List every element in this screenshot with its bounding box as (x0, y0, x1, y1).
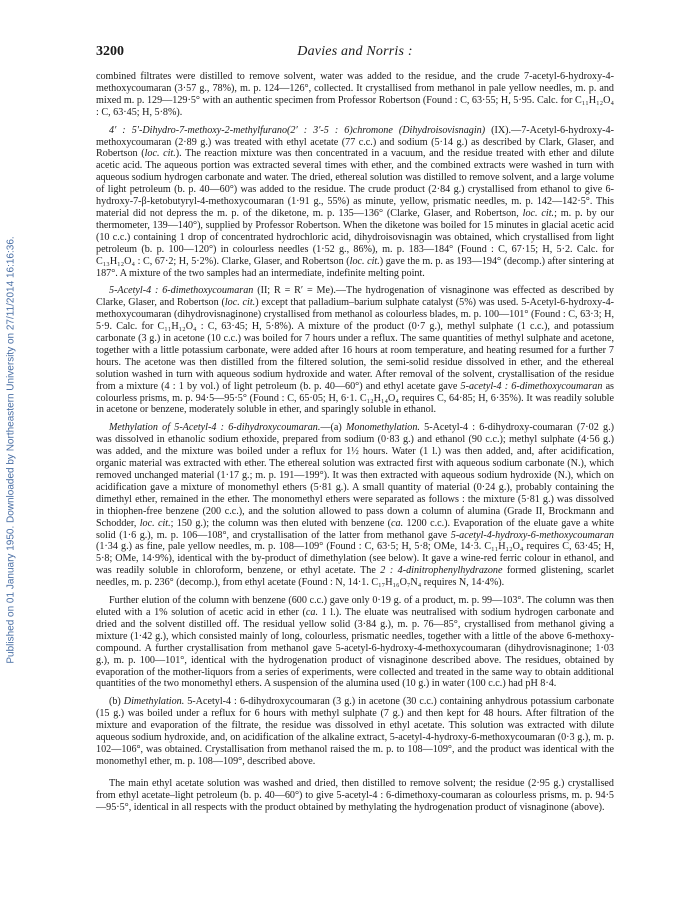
italic-text: loc. cit. (522, 207, 555, 219)
text-run: (1·34 g.) as fine, pale yellow needles, m. p. 108—109° (Found : C, 63·5; H, 5·8; OMe, 14·3. C₁₁H₁₂O₄ requires C, 63·45; H, 5·8; OMe, 14·9%), identical with the by-product of dimethylation (see below). It gave a wine-red ferric colour in ethanol, and was readily soluble in chloroform, benzene, or ethyl acetate. The (96, 541, 614, 577)
paragraph (96, 71, 614, 119)
text-run: 1 l.). The eluate was neutralised with sodium hydrogen carbonate and dried and the solvent distilled off. The residual yellow solid (3·84 g.), m. p. 76—85°, crystallised from methanol giving a mixture (1·42 g.), which consisted mainly of long, colourless, prismatic needles, together with a little of the above 6-methoxy-compound. A further crystallisation from methanol gave 5-acetyl-6-hydroxy-4-methoxycoumaran (dihydrovisnaginone; 1·03 g.), m. p. 100—101°, identical with the hydrogenation product of visnaginone described above. The residues, obtained by evaporation of the mother-liquors from a series of experiments, were collected and treated in the same way to obtain additional quantities of the two monomethyl ethers. A suspension of the alumina used (10 g.) in water (100 c.c.) had pH 8·4. (96, 606, 614, 690)
italic-text: Methylation of 5-Acetyl-4 : 6-dihydroxycoumaran. (109, 422, 321, 434)
italic-text: loc. cit. (139, 517, 171, 529)
italic-text: Monomethylation. (345, 422, 420, 434)
text-run: 1200 c.c.). Evaporation of the eluate gave a white solid (1·6 g.), m. p. 106—108°, and crystallisation of the latter from methanol gave (96, 517, 614, 541)
text-run: combined filtrates were distilled to remove solvent, water was added to the residue, and the crude 7-acetyl-6-hydroxy-4-methoxycoumaran (3·57 g., 78%), m. p. 124—126°, collected. It crystallised from methanol in pale yellow needles, m. p. and mixed m. p. 129—129·5° with an authentic specimen from Professor Robertson (Found : C, 63·55; H, 5·95. Calc. for C₁₁H₁₂O₄ : C, 63·45; H, 5·8%). (96, 71, 614, 118)
paragraph (96, 696, 614, 767)
text-run: formed glistening, scarlet needles, m. p. 236° (decomp.), from ethyl acetate (Found : N, 14·1. C₁₇H₁₆O₇N₄ requires N, 14·4%). (96, 565, 614, 589)
italic-text: 5-acetyl-4-hydroxy-6-methoxycoumaran (450, 529, 614, 541)
italic-text: Dimethylation. (123, 696, 185, 708)
side-note-text: Published on 01 January 1950. Downloaded by Northeastern University on 27/11/2014 16:16:36. (5, 236, 17, 664)
text-run: 5-Acetyl-4 : 6-dihydroxy-coumaran (7·02 g.) was dissolved in ethanolic sodium ethoxide, prepared from sodium (0·83 g.) and ethanol (90 c.c.); methyl sulphate (4·56 g.) was added, and the mixture was boiled under a reflux for 1½ hours. Water (1 l.) was then added, and, after acidification, organic material was extracted with ether. The ethereal solution was extracted first with aqueous sodium carbonate (N.), which removed unchanged material (1·17 g.; m. p. 191—199°). It was then extracted with aqueous sodium hydroxide (N.), which on acidification gave a mixture of monomethyl ethers (5·81 g.). A small quantity of material (0·24 g.), probably containing the dimethyl ether, remained in the ether. The monomethyl ethers were separated as follows : the mixture (5·81 g.) was dissolved in thiophen-free benzene (200 c.c.), and the solution allowed to pass down a column of alumina (Grade II, Brockmann and Schodder, (96, 422, 614, 529)
italic-text: 5-Acetyl-4 : 6-dimethoxycoumaran (109, 285, 254, 297)
download-side-note (4, 150, 18, 750)
paragraph (96, 778, 614, 814)
paragraph (96, 125, 614, 280)
italic-text: loc. cit. (349, 255, 380, 267)
text-run: —(a) (320, 422, 346, 434)
text-run: 5-Acetyl-4 : 6-dihydroxycoumaran (3 g.) in acetone (30 c.c.) containing anhydrous potassium carbonate (15 g.) was boiled under a reflux for 6 hours with methyl sulphate (7 g.) and then kept for 48 hours. After filtration of the mixture and evaporation of the filtrate, the residue was dissolved in ethyl acetate. This solution was extracted with dilute aqueous sodium hydroxide, and, on acidification of the alkaline extract, 5-acetyl-4-hydroxy-6-methoxycoumaran (0·3 g.), m. p. 102—106°, was obtained. Crystallisation from methanol raised the m. p. to 108—109°, and the product was identical with the monomethyl ether, m. p. 108—109°, described above. (96, 696, 614, 767)
text-run: ; 150 g.); the column was then eluted with benzene ( (170, 517, 392, 529)
italic-text: loc. cit. (224, 297, 256, 309)
article-body (96, 71, 614, 819)
italic-text: 5-acetyl-4 : 6-dimethoxycoumaran (460, 380, 603, 392)
italic-text: ca. (391, 517, 404, 529)
italic-text: ca. (305, 606, 318, 618)
running-head: Davies and Norris : (297, 44, 413, 59)
italic-text: 2 : 4-dinitrophenylhydrazone (380, 565, 503, 577)
text-run: as colourless prisms, m. p. 94·5—95·5° (Found : C, 65·05; H, 6·1. C₁₂H₁₄O₄ requires C, 64·85; H, 6·35%). It was readily soluble in acetone or benzene, moderately soluble in ether, and sparingly soluble in ethanol. (96, 380, 614, 416)
italic-text: 4′ : 5′-Dihydro-7-methoxy-2-methylfurano(2′ : 3′-5 : 6)chromone (Dihydroisovisnagin) (109, 124, 486, 136)
text-run: ; m. p. by our thermometer, 139—140°), supplied by Professor Robertson. When the diketone was boiled for 15 minutes in glacial acetic acid (10 c.c.) containing 1 drop of concentrated hydrochloric acid, dihydroisovisnagin was obtained, which crystallised from light petroleum (b. p. 100—120°) in colourless needles (1·52 g., 86%), m. p. 183—184° (Found : C, 67·15; H, 5·2. Calc. for C₁₃H₁₂O₄ : C, 67·2; H, 5·2%). Clarke, Glaser, and Robertson ( (96, 207, 614, 267)
text-run: (IX).—7-Acetyl-6-hydroxy-4-methoxycoumaran (2·89 g.) was treated with ethyl acetate (77 c.c.) and sodium (5·14 g.) as described by Clark, Glaser, and Robertson ( (96, 124, 614, 160)
text-run: The main ethyl acetate solution was washed and dried, then distilled to remove solvent; the residue (2·95 g.) crystallised from ethyl acetate–light petroleum (b. p. 40—60°) to give 5-acetyl-4 : 6-dimethoxy-coumaran as colourless prisms, m. p. 94·5—95·5°, identical in all respects with the product obtained by methylating the hydrogenation product of visnaginone (above). (96, 777, 614, 813)
text-run: ) except that palladium–barium sulphate catalyst (5%) was used. 5-Acetyl-6-hydroxy-4-methoxycoumaran (dihydrovisnaginone) crystallised from methanol as colourless blades, m. p. 100—101° (Found : C, 63·3; H, 5·9. Calc. for C₁₁H₁₂O₄ : C, 63·45; H, 5·8%). A mixture of the product (0·7 g.), methyl sulphate (1 c.c.), and potassium carbonate (3 g.) in acetone (10 c.c.) was boiled for 7 hours under a reflux. The same quantities of methyl sulphate and acetone, together with a little potassium carbonate, were added after 16 hours at room temperature, and heating resumed for a further 7 hours. The acetone was then distilled from the filtered solution, the semi-solid residue dissolved in ether, and the ethereal solution washed in turn with aqueous sodium hydroxide and water. After removal of the solvent, crystallisation of the residue from a mixture (4 : 1 by vol.) of light petroleum (b. p. 40—60°) and ethyl acetate gave (96, 297, 614, 392)
text-run: Further elution of the column with benzene (600 c.c.) gave only 0·19 g. of a product, m. p. 99—103°. The column was then eluted with a 1% solution of acetic acid in ether ( (96, 595, 614, 618)
page-header (96, 44, 614, 64)
italic-text: loc. cit. (144, 148, 176, 160)
page-number: 3200 (96, 44, 124, 59)
paragraph (96, 285, 614, 416)
paragraph (96, 595, 614, 690)
text-run: (II; R = R′ = Me).—The hydrogenation of visnaginone was effected as described by Clarke, Glaser, and Robertson ( (96, 285, 614, 309)
text-run: (b) (109, 696, 124, 708)
text-run: ). The reaction mixture was then concentrated in a vacuum, and the residue treated with ether and dilute acetic acid. The aqueous portion was extracted several times with ether, and the combined extracts were washed in turn with aqueous sodium hydrogen carbonate and water. The dried, ethereal solution was distilled to remove solvent, and a large volume of light petroleum (b. p. 40—60°) was added to the residue. The crude product (2·84 g.) crystallised from ethanol to give 6-hydroxy-7-β-ketobutyryl-4-methoxycoumaran (1·91 g., 55%) as minute, yellow, prismatic needles, m. p. 142—142·5°. This material did not depress the m. p. of the diketone, m. p. 135—136° (Clarke, Glaser, and Robertson, (96, 148, 614, 219)
paragraph (96, 422, 614, 589)
text-run: ) gave the m. p. as 193—194° (decomp.) after sintering at 187°. A mixture of the two samples had an intermediate, indefinite melting point. (96, 255, 615, 279)
